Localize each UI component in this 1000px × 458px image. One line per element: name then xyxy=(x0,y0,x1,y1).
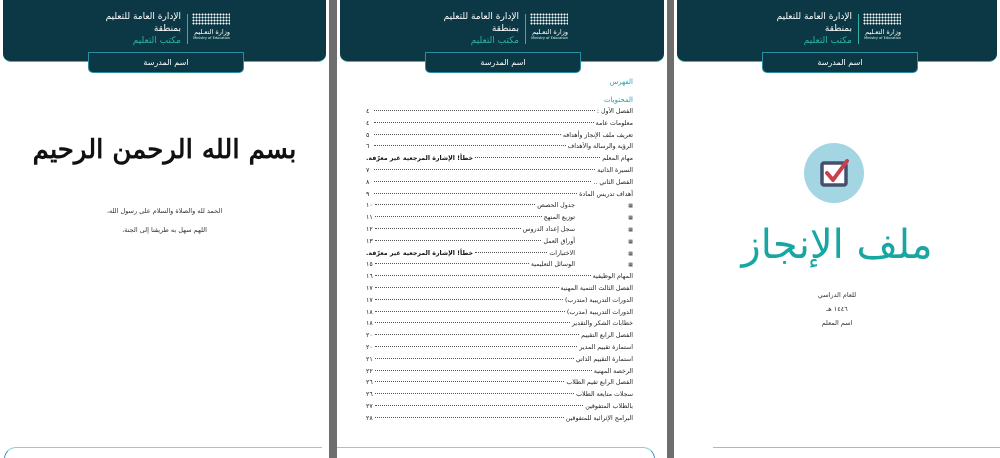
dot-leader xyxy=(375,275,591,276)
toc-row[interactable] xyxy=(366,238,633,250)
teacher-name: اسم المعلم xyxy=(821,319,853,327)
toc-label: معلومات عامة xyxy=(595,119,633,127)
dot-leader xyxy=(375,370,592,371)
toc-label: سجلات متابعة الطلاب xyxy=(576,391,633,399)
toc-page-number: ١٦ xyxy=(366,273,373,281)
toc-row[interactable] xyxy=(366,403,633,415)
dot-leader xyxy=(375,216,542,217)
footer-line xyxy=(713,447,1000,458)
toc-label: المهام الوظيفية xyxy=(592,273,633,281)
table-of-contents xyxy=(366,78,633,427)
school-name-tab: اسم المدرسة xyxy=(88,52,244,73)
toc-label: تعريف ملف الإنجاز وأهدافه xyxy=(562,131,633,139)
dot-leader xyxy=(375,358,574,359)
toc-label: أوراق العمل xyxy=(543,237,575,245)
toc-page-number: ٤ xyxy=(366,119,370,127)
logo-dots-icon xyxy=(863,13,901,25)
toc-label: خطابات الشكر والتقدير xyxy=(571,320,633,328)
toc-page-number: ٥ xyxy=(366,131,370,139)
toc-label: الفصل الرابع التقييم xyxy=(581,332,633,340)
toc-page-number: ٢٨ xyxy=(366,414,373,422)
dot-leader xyxy=(374,145,566,146)
toc-page-number: ١٨ xyxy=(366,308,373,316)
toc-error: خطأ! الإشارة المرجعية غير معرّفة. xyxy=(366,249,474,257)
year-label: للعام الدراسي xyxy=(817,291,857,299)
toc-row[interactable] xyxy=(366,202,633,214)
toc-label: الرخصة المهنية xyxy=(593,367,633,375)
toc-label: استمارة التقييم الذاتي xyxy=(575,355,633,363)
opening-line-1: الحمد لله والصلاة والسلام على رسول الله، xyxy=(106,207,223,215)
logo-dots-icon xyxy=(192,13,230,25)
dot-leader xyxy=(375,228,521,229)
office-name: مكتب التعليم xyxy=(470,36,519,46)
toc-row[interactable] xyxy=(366,261,633,273)
ministry-logo xyxy=(530,13,568,40)
dot-leader xyxy=(374,122,594,123)
toc-row[interactable] xyxy=(366,285,633,297)
toc-label: الدورات التدريبية (متدرب) xyxy=(564,296,633,304)
toc-label: الفصل الثاني .. xyxy=(593,178,633,186)
toc-label: الدورات التدريبية (مدرب) xyxy=(566,308,633,316)
logo-text-ar: وزارة التعـليم xyxy=(865,28,901,36)
toc-row[interactable] xyxy=(366,214,633,226)
toc-label: الرؤية والرسالة والأهداف xyxy=(567,143,633,151)
toc-page-number: ٤ xyxy=(366,108,370,115)
toc-page-number: ١٥ xyxy=(366,261,373,269)
page-opening xyxy=(0,0,329,458)
portfolio-title: ملف الإنجاز xyxy=(741,222,933,268)
toc-label: السيرة الذاتية xyxy=(597,166,633,174)
square-bullet-icon: ▦ xyxy=(628,238,633,245)
office-name: مكتب التعليم xyxy=(132,36,181,46)
toc-label: الاختبارات xyxy=(549,249,575,257)
toc-row[interactable] xyxy=(366,297,633,309)
toc-label: البرامج الإثرائية للمتفوقين xyxy=(565,414,633,422)
toc-page-number: ٢٢ xyxy=(366,367,373,375)
dot-leader xyxy=(374,110,595,111)
dot-leader xyxy=(375,204,536,205)
office-name: مكتب التعليم xyxy=(803,36,852,46)
header-text xyxy=(444,11,519,47)
index-title: الفهرس xyxy=(609,78,633,86)
toc-label: جدول الحصص xyxy=(537,202,575,210)
toc-label: بالطلاب المتفوقين xyxy=(585,402,633,410)
toc-page-number: ٧ xyxy=(366,166,370,174)
contents-title: المحتويات xyxy=(603,96,633,104)
toc-row[interactable] xyxy=(366,226,633,238)
checkbox-checked-icon xyxy=(804,143,864,203)
footer-line xyxy=(4,447,322,458)
toc-page-number: ١١ xyxy=(366,214,373,222)
square-bullet-icon: ▦ xyxy=(628,215,633,222)
toc-page-number: ٩ xyxy=(366,190,370,198)
toc-row[interactable] xyxy=(366,368,633,380)
square-bullet-icon: ▦ xyxy=(628,203,633,210)
toc-row[interactable] xyxy=(366,379,633,391)
dot-leader xyxy=(374,193,577,194)
school-name-tab: اسم المدرسة xyxy=(425,52,581,73)
toc-row[interactable] xyxy=(366,108,633,120)
toc-row[interactable] xyxy=(366,332,633,344)
logo-text-ar: وزارة التعـليم xyxy=(194,28,230,36)
admin-line1: الإدارة العامة للتعليم xyxy=(443,12,519,22)
dot-leader xyxy=(375,263,529,264)
admin-line2: بمنطقة xyxy=(824,24,852,34)
toc-page-number: ٢٦ xyxy=(366,391,373,399)
logo-text-ar: وزارة التعـليم xyxy=(532,28,568,36)
header-divider xyxy=(525,14,526,44)
toc-row[interactable] xyxy=(366,344,633,356)
dot-leader xyxy=(375,405,583,406)
admin-line1: الإدارة العامة للتعليم xyxy=(105,12,181,22)
admin-line1: الإدارة العامة للتعليم xyxy=(776,12,852,22)
toc-row[interactable] xyxy=(366,143,633,155)
toc-row[interactable] xyxy=(366,120,633,132)
toc-label: توزيع المنهج xyxy=(543,214,575,222)
header-text xyxy=(106,11,181,47)
toc-row[interactable] xyxy=(366,167,633,179)
page-contents xyxy=(337,0,667,458)
dot-leader xyxy=(475,157,600,158)
toc-error: خطأ! الإشارة المرجعية غير معرّفة. xyxy=(366,155,474,163)
toc-label: الفصل الرابع تقيم الطلاب xyxy=(566,379,633,387)
square-bullet-icon: ▦ xyxy=(628,226,633,233)
dot-leader xyxy=(375,381,565,382)
toc-page-number: ١٣ xyxy=(366,237,373,245)
header-divider xyxy=(858,14,859,44)
toc-label: سجل إعداد الدروس xyxy=(522,225,575,233)
toc-page-number: ١٧ xyxy=(366,284,373,292)
toc-label: استمارة تقييم المدير xyxy=(579,343,633,351)
dot-leader xyxy=(475,252,547,253)
logo-dots-icon xyxy=(530,13,568,25)
toc-label: أهداف تدريس المادة xyxy=(579,190,633,198)
dot-leader xyxy=(375,287,559,288)
toc-page-number: ١٢ xyxy=(366,225,373,233)
dot-leader xyxy=(374,134,561,135)
logo-text-en: Ministry of Education xyxy=(531,36,568,40)
toc-row[interactable] xyxy=(366,250,633,262)
header-text xyxy=(777,11,852,47)
dot-leader xyxy=(374,169,595,170)
dot-leader xyxy=(374,181,591,182)
toc-row[interactable] xyxy=(366,191,633,203)
toc-row[interactable] xyxy=(366,356,633,368)
basmala-calligraphy: بسم الله الرحمن الرحيم xyxy=(32,135,297,165)
toc-page-number: ٢١ xyxy=(366,355,373,363)
toc-row[interactable] xyxy=(366,391,633,403)
dot-leader xyxy=(375,334,579,335)
toc-page-number: ١٠ xyxy=(366,202,373,210)
toc-label: مهام المعلم xyxy=(602,155,633,163)
dot-leader xyxy=(375,240,542,241)
dot-leader xyxy=(375,346,578,347)
page-cover xyxy=(674,0,1000,458)
toc-label: الفصل الأول : xyxy=(596,108,633,115)
toc-row[interactable] xyxy=(366,179,633,191)
square-bullet-icon: ▦ xyxy=(628,250,633,257)
toc-row[interactable] xyxy=(366,155,633,167)
admin-line2: بمنطقة xyxy=(153,24,181,34)
toc-page-number: ٨ xyxy=(366,178,370,186)
toc-row[interactable] xyxy=(366,320,633,332)
square-bullet-icon: ▦ xyxy=(628,262,633,269)
dot-leader xyxy=(375,322,570,323)
toc-page-number: ٢٧ xyxy=(366,402,373,410)
admin-line2: بمنطقة xyxy=(491,24,519,34)
year-value: ١٤٤٦ هـ xyxy=(826,305,848,313)
ministry-logo xyxy=(192,13,230,40)
school-name-tab: اسم المدرسة xyxy=(762,52,918,73)
toc-row[interactable] xyxy=(366,132,633,144)
logo-text-en: Ministry of Education xyxy=(193,36,230,40)
toc-label: الفصل الثالث التنمية المهنية xyxy=(560,284,633,292)
toc-page-number: ٢٦ xyxy=(366,379,373,387)
dot-leader xyxy=(375,417,564,418)
header-divider xyxy=(187,14,188,44)
toc-page-number: ١٨ xyxy=(366,320,373,328)
toc-row[interactable] xyxy=(366,273,633,285)
dot-leader xyxy=(375,311,565,312)
footer-line xyxy=(337,447,655,458)
logo-text-en: Ministry of Education xyxy=(864,36,901,40)
toc-page-number: ١٧ xyxy=(366,296,373,304)
toc-page-number: ٢٠ xyxy=(366,332,373,340)
dot-leader xyxy=(375,393,574,394)
toc-label: الوسائل التعليمية xyxy=(530,261,575,269)
toc-row[interactable] xyxy=(366,309,633,321)
toc-row[interactable] xyxy=(366,415,633,427)
opening-line-2: اللهم سهل به طريقنا إلى الجنة، xyxy=(122,226,207,234)
dot-leader xyxy=(375,299,563,300)
toc-page-number: ٢٠ xyxy=(366,343,373,351)
toc-page-number: ٦ xyxy=(366,143,370,151)
ministry-logo xyxy=(863,13,901,40)
